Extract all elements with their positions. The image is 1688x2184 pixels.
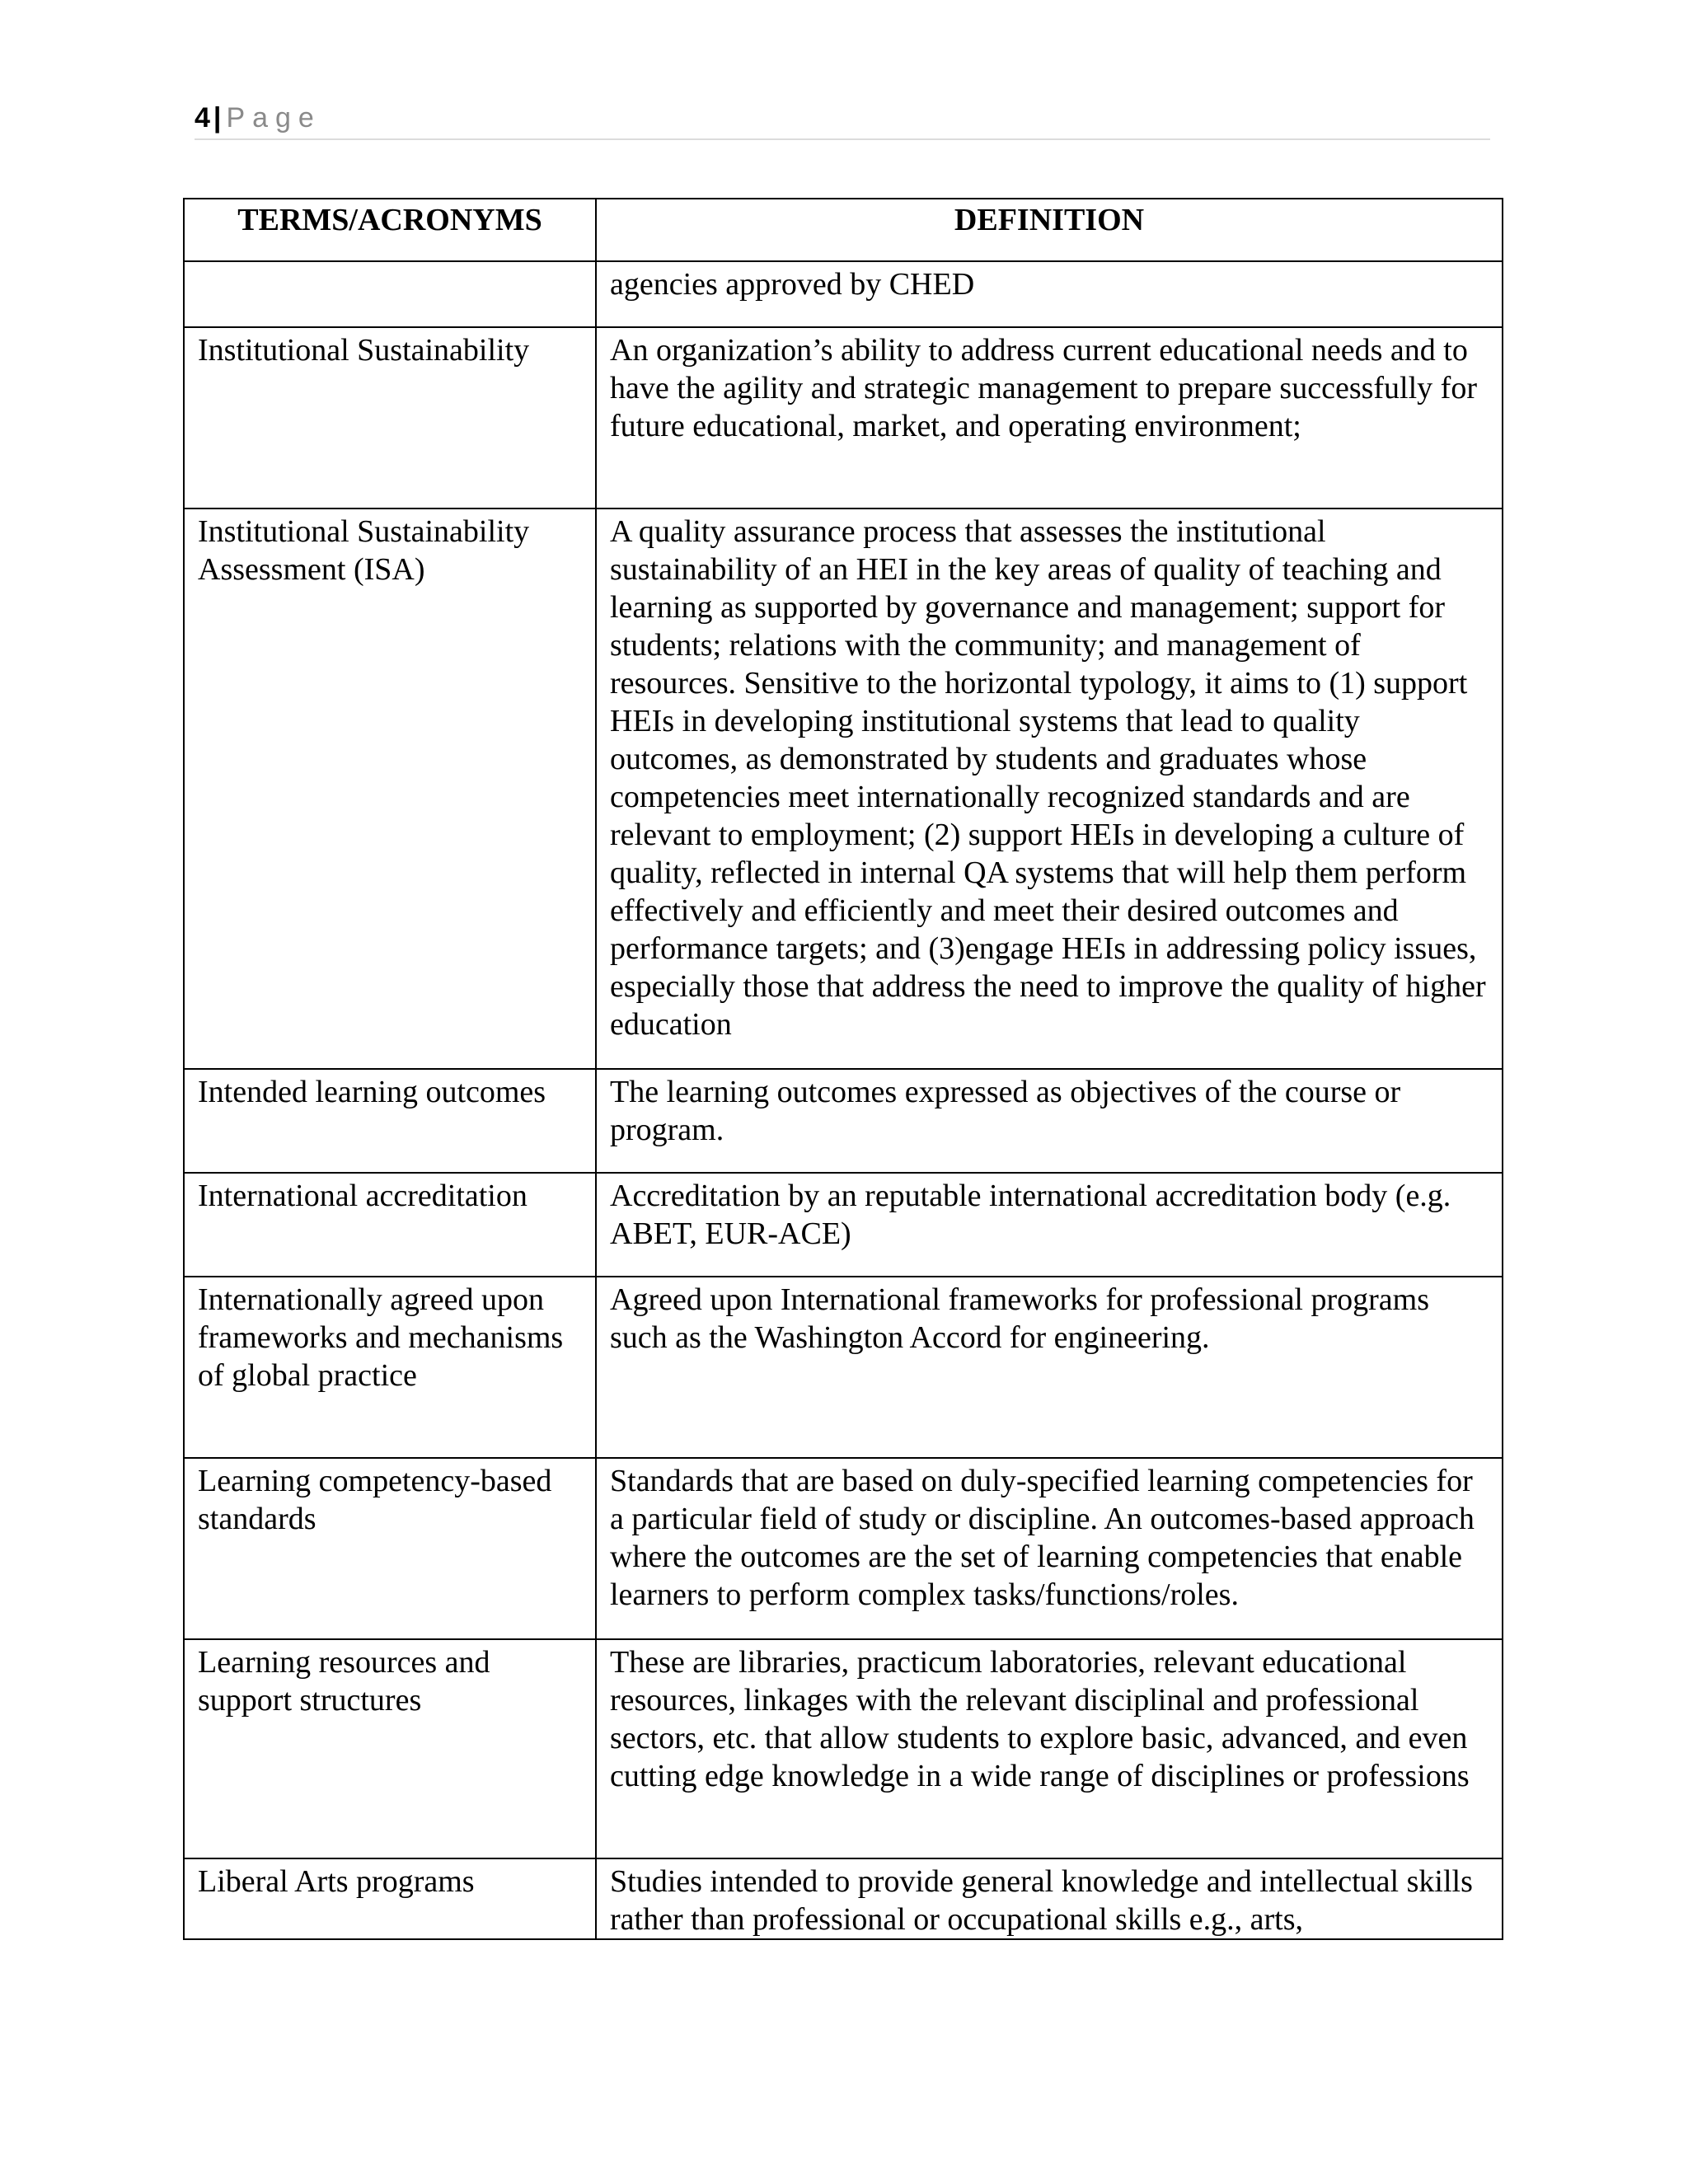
page-header xyxy=(195,97,1490,140)
definition-cell: An organization’s ability to address current educational needs and to have the agility and strategic management to prepare successfully for future educational, market, and operating environment; xyxy=(596,327,1503,509)
definition-cell: Standards that are based on duly-specified learning competencies for a particular field of study or discipline. An outcomes-based approach where the outcomes are the set of learning competencies that enable learners to perform complex tasks/functions/roles. xyxy=(596,1458,1503,1639)
column-header-definition: DEFINITION xyxy=(596,199,1503,261)
table-row xyxy=(184,1173,1503,1277)
page-separator: | xyxy=(213,102,222,134)
term-cell: Learning resources and support structures xyxy=(184,1639,596,1858)
term-cell: Liberal Arts programs xyxy=(184,1858,596,1939)
table-row xyxy=(184,509,1503,1069)
term-cell: Intended learning outcomes xyxy=(184,1069,596,1173)
terms-definitions-table xyxy=(183,198,1503,1940)
page-number: 4 xyxy=(195,102,210,134)
definition-cell: These are libraries, practicum laboratories, relevant educational resources, linkages with the relevant disciplinal and professional sectors, etc. that allow students to explore basic, advanced, and even cutting edge knowledge in a wide range of disciplines or professions xyxy=(596,1639,1503,1858)
term-cell: International accreditation xyxy=(184,1173,596,1277)
table-row xyxy=(184,1639,1503,1858)
definition-cell: agencies approved by CHED xyxy=(596,261,1503,327)
table-row xyxy=(184,1069,1503,1173)
definition-cell: A quality assurance process that assesses the institutional sustainability of an HEI in the key areas of quality of teaching and learning as supported by governance and management; support for students; relations with the community; and management of resources. Sensitive to the horizontal typology, it aims to (1) support HEIs in developing institutional systems that lead to quality outcomes, as demonstrated by students and graduates whose competencies meet internationally recognized standards and are relevant to employment; (2) support HEIs in developing a culture of quality, reflected in internal QA systems that will help them perform effectively and efficiently and meet their desired outcomes and performance targets; and (3)engage HEIs in addressing policy issues, especially those that address the need to improve the quality of higher education xyxy=(596,509,1503,1069)
table-header-row xyxy=(184,199,1503,261)
definition-cell: Agreed upon International frameworks for professional programs such as the Washington Accord for engineering. xyxy=(596,1277,1503,1458)
table-row xyxy=(184,1458,1503,1639)
term-cell: Institutional Sustainability xyxy=(184,327,596,509)
definition-cell: Studies intended to provide general knowledge and intellectual skills rather than professional or occupational skills e.g., arts, xyxy=(596,1858,1503,1939)
column-header-terms: TERMS/ACRONYMS xyxy=(184,199,596,261)
definition-cell: Accreditation by an reputable international accreditation body (e.g. ABET, EUR-ACE) xyxy=(596,1173,1503,1277)
term-cell xyxy=(184,261,596,327)
term-cell: Learning competency-based standards xyxy=(184,1458,596,1639)
table-row xyxy=(184,1277,1503,1458)
table-row xyxy=(184,261,1503,327)
table-row xyxy=(184,1858,1503,1939)
definition-cell: The learning outcomes expressed as objectives of the course or program. xyxy=(596,1069,1503,1173)
term-cell: Internationally agreed upon frameworks and mechanisms of global practice xyxy=(184,1277,596,1458)
page-label: Page xyxy=(226,102,321,134)
term-cell: Institutional Sustainability Assessment (ISA) xyxy=(184,509,596,1069)
table-row xyxy=(184,327,1503,509)
